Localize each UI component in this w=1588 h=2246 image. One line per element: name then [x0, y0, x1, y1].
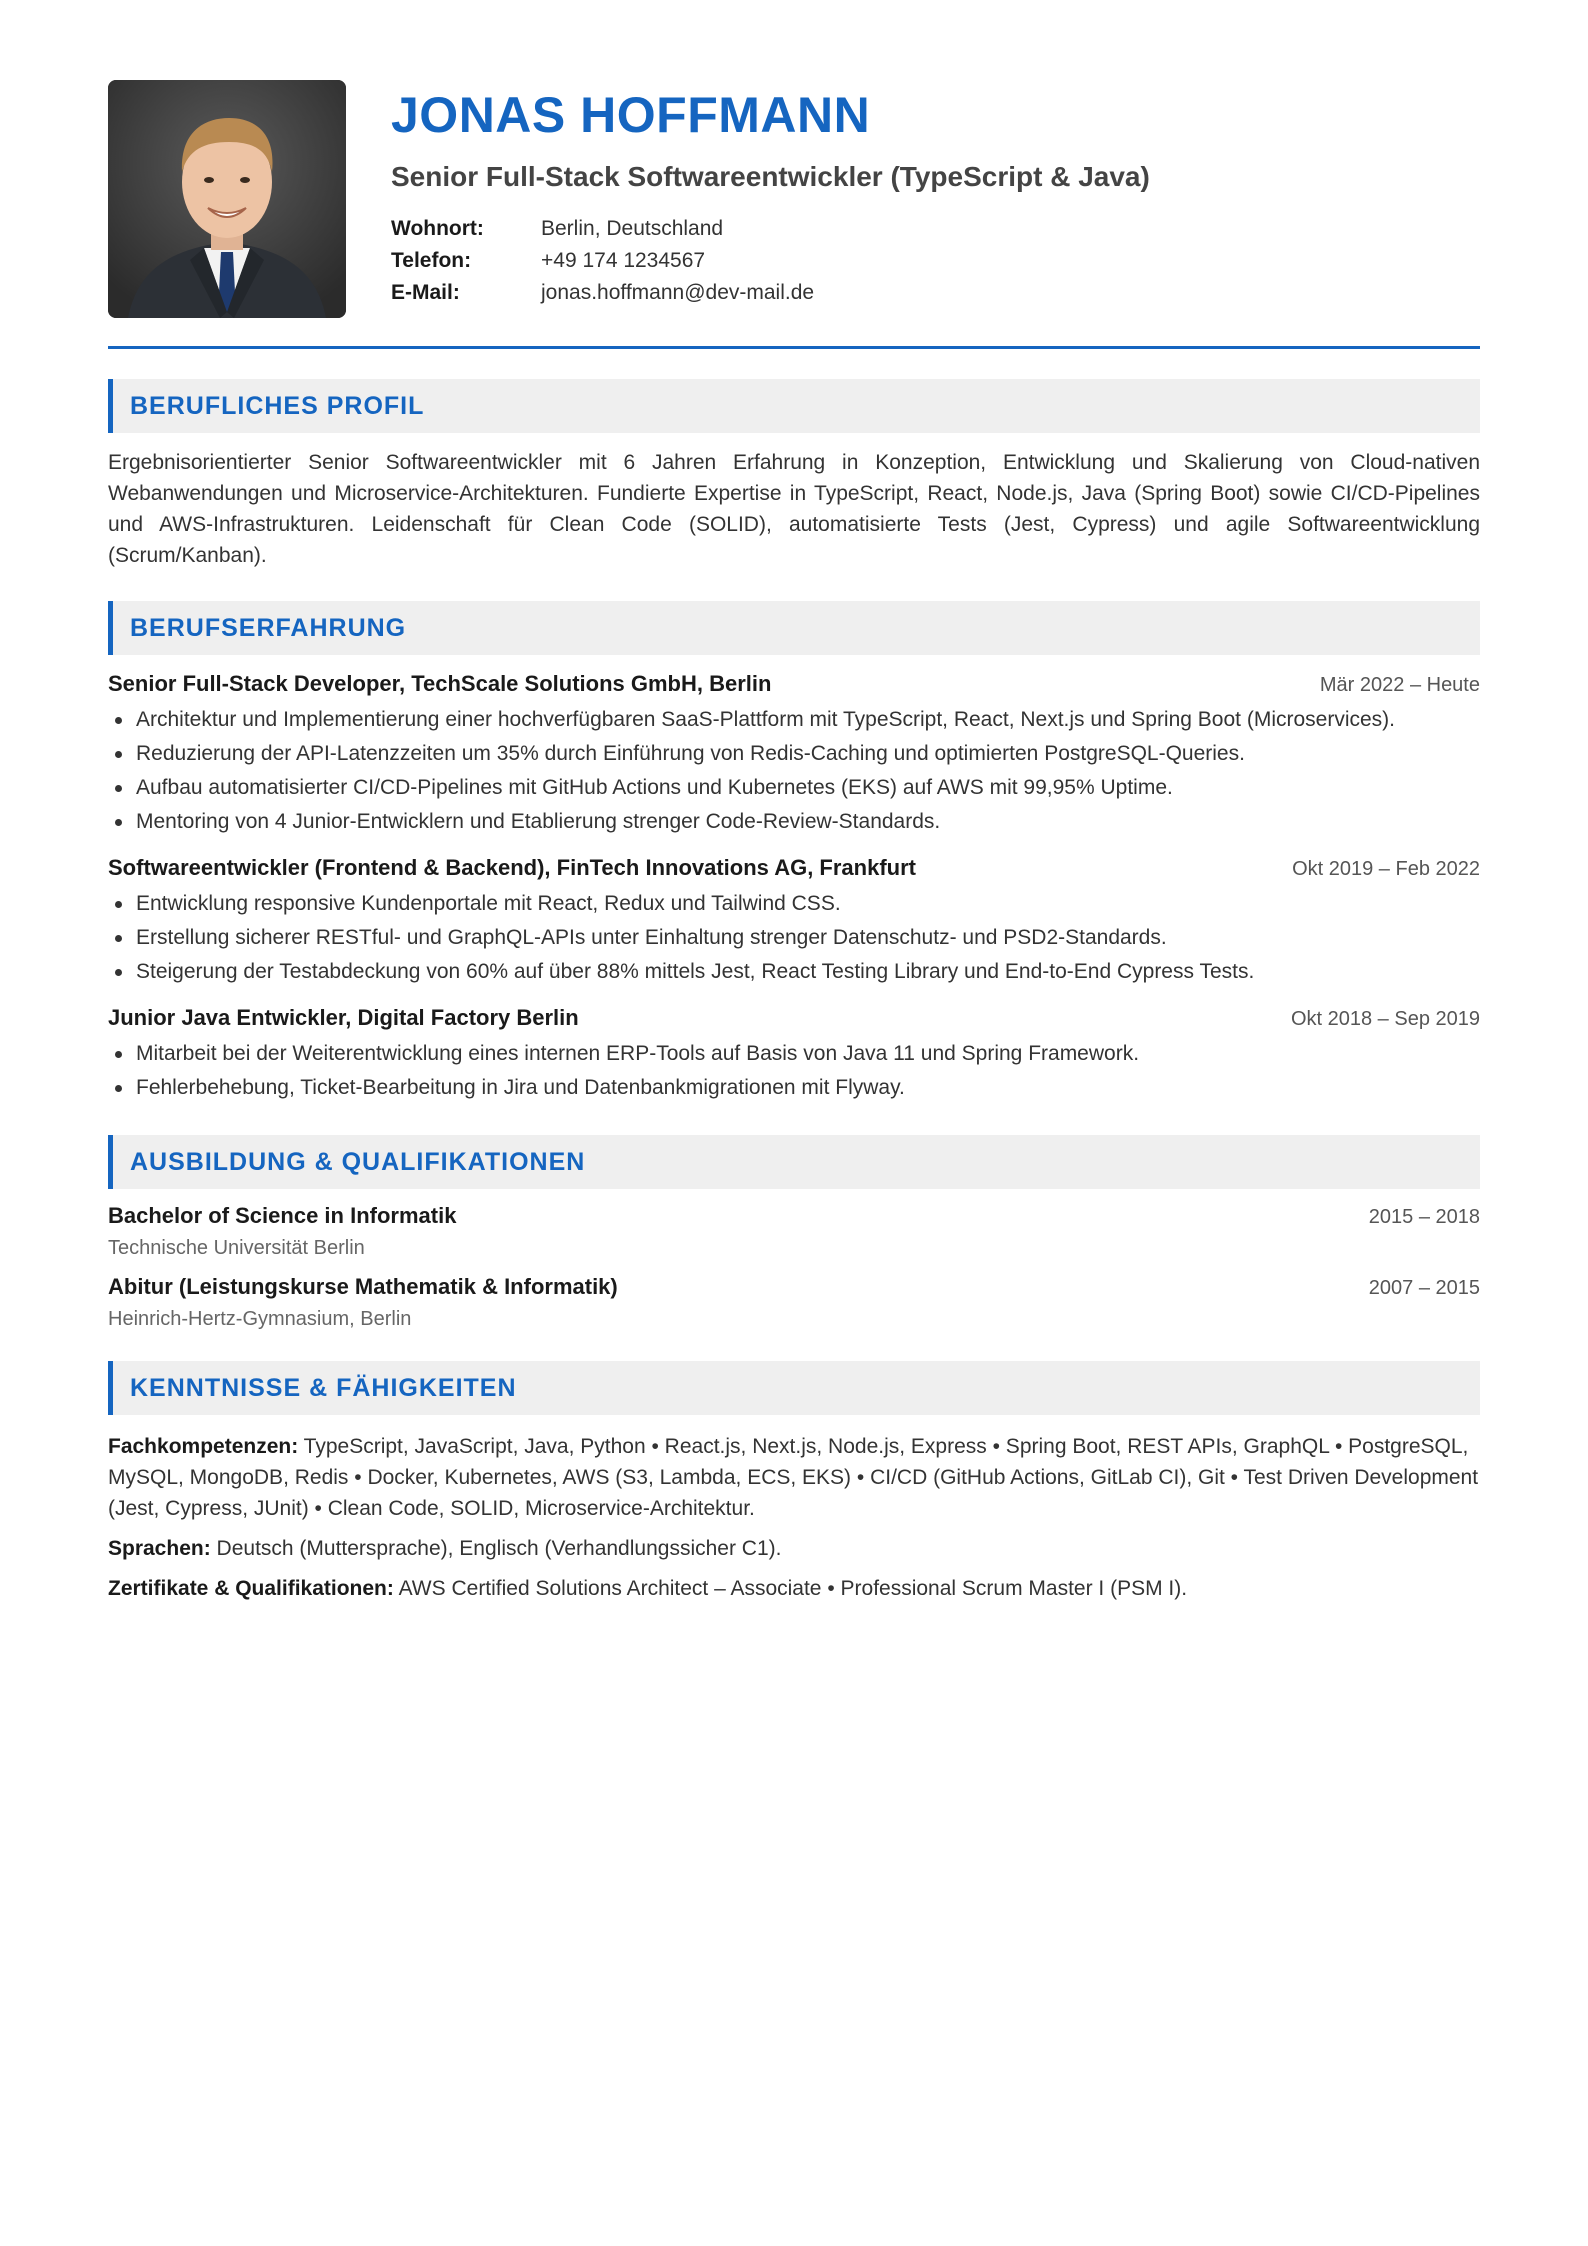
- profile-photo: [108, 80, 346, 318]
- cv-header: [108, 80, 1480, 318]
- job-bullet: Architektur und Implementierung einer hochverfügbaren SaaS-Plattform mit TypeScript, React, Next.js und Spring Boot (Microservices).: [108, 703, 1480, 737]
- section-heading-text: AUSBILDUNG & QUALIFIKATIONEN: [130, 1147, 586, 1176]
- job-bullet: Erstellung sicherer RESTful- und GraphQL-APIs unter Einhaltung strenger Datenschutz- und PSD2-Standards.: [108, 921, 1480, 955]
- job-entry: [108, 855, 1480, 989]
- skill-label: Sprachen:: [108, 1537, 211, 1560]
- skill-row: [108, 1573, 1480, 1604]
- contact-label-phone: Telefon:: [391, 249, 472, 272]
- job-bullets: [108, 703, 1480, 839]
- job-date: Okt 2018 – Sep 2019: [1290, 1008, 1480, 1030]
- skill-row: [108, 1533, 1480, 1564]
- contact-value-phone: +49 174 1234567: [541, 249, 706, 272]
- skill-text: AWS Certified Solutions Architect – Associate • Professional Scrum Master I (PSM I).: [398, 1577, 1188, 1600]
- skill-label: Fachkompetenzen:: [108, 1435, 299, 1458]
- job-bullet: Aufbau automatisierter CI/CD-Pipelines mit GitHub Actions und Kubernetes (EKS) auf AWS mit 99,95% Uptime.: [108, 771, 1480, 805]
- contact-value-email: jonas.hoffmann@dev-mail.de: [541, 281, 815, 304]
- job-entry: [108, 671, 1480, 839]
- job-date: Okt 2019 – Feb 2022: [1292, 858, 1480, 880]
- degree-title: Abitur (Leistungskurse Mathematik & Informatik): [108, 1274, 618, 1299]
- job-bullet: Reduzierung der API-Latenzzeiten um 35% durch Einführung von Redis-Caching und optimierten PostgreSQL-Queries.: [108, 737, 1480, 771]
- job-bullet: Fehlerbehebung, Ticket-Bearbeitung in Jira und Datenbankmigrationen mit Flyway.: [108, 1071, 1480, 1105]
- job-title: Senior Full-Stack Developer, TechScale Solutions GmbH, Berlin: [108, 671, 772, 696]
- section-heading-experience: [108, 601, 1480, 655]
- contact-label-email: E-Mail:: [391, 281, 460, 304]
- job-bullet: Mentoring von 4 Junior-Entwicklern und Etablierung strenger Code-Review-Standards.: [108, 805, 1480, 839]
- institution: Technische Universität Berlin: [108, 1237, 365, 1259]
- job-bullet: Entwicklung responsive Kundenportale mit React, Redux und Tailwind CSS.: [108, 887, 1480, 921]
- job-bullet: Mitarbeit bei der Weiterentwicklung eines internen ERP-Tools auf Basis von Java 11 und Spring Framework.: [108, 1037, 1480, 1071]
- job-entry: [108, 1005, 1480, 1105]
- job-title-headline: Senior Full-Stack Softwareentwickler (TypeScript & Java): [391, 161, 1150, 192]
- education-entry: [108, 1274, 1480, 1331]
- section-heading-text: KENNTNISSE & FÄHIGKEITEN: [130, 1373, 517, 1402]
- skills-list: [108, 1431, 1480, 1604]
- section-heading-profile: [108, 379, 1480, 433]
- skill-row: [108, 1431, 1480, 1524]
- header-divider: [108, 346, 1480, 349]
- education-date: 2015 – 2018: [1368, 1206, 1480, 1228]
- skill-text: Deutsch (Muttersprache), Englisch (Verhandlungssicher C1).: [216, 1537, 782, 1560]
- education-entry: [108, 1203, 1480, 1260]
- degree-title: Bachelor of Science in Informatik: [108, 1203, 457, 1228]
- job-bullets: [108, 887, 1480, 989]
- job-bullets: [108, 1037, 1480, 1105]
- skill-label: Zertifikate & Qualifikationen:: [108, 1577, 394, 1600]
- job-title: Junior Java Entwickler, Digital Factory Berlin: [108, 1005, 579, 1030]
- job-bullet: Steigerung der Testabdeckung von 60% auf über 88% mittels Jest, React Testing Library und End-to-End Cypress Tests.: [108, 955, 1480, 989]
- job-date: Mär 2022 – Heute: [1319, 674, 1480, 696]
- header-info: [391, 80, 1150, 305]
- skill-text: TypeScript, JavaScript, Java, Python • React.js, Next.js, Node.js, Express • Spring Boot, REST APIs, GraphQL • PostgreSQL, MySQL, MongoDB, Redis • Docker, Kubernetes, AWS (S3, Lambda, ECS, EKS) • CI/CD (GitHub Actions, GitLab CI), Git • Test Driven Development (Jest, Cypress, JUnit) • Clean Code, SOLID, Microservice-Architektur.: [108, 1435, 1479, 1520]
- contact-value-location: Berlin, Deutschland: [541, 217, 724, 240]
- section-heading-education: [108, 1135, 1480, 1189]
- section-heading-text: BERUFLICHES PROFIL: [130, 391, 425, 420]
- profile-summary: Ergebnisorientierter Senior Softwareentwickler mit 6 Jahren Erfahrung in Konzeption, Entwicklung und Skalierung von Cloud-nativen Webanwendungen und Microservice-Architekturen. Fundierte Expertise in TypeScript, React, Node.js, Java (Spring Boot) sowie CI/CD-Pipelines und AWS-Infrastrukturen. Leidenschaft für Clean Code (SOLID), automatisierte Tests (Jest, Cypress) und agile Softwareentwicklung (Scrum/Kanban).: [108, 451, 1480, 567]
- contact-details: [391, 217, 1150, 305]
- institution: Heinrich-Hertz-Gymnasium, Berlin: [108, 1308, 412, 1330]
- job-title: Softwareentwickler (Frontend & Backend), FinTech Innovations AG, Frankfurt: [108, 855, 916, 880]
- section-heading-text: BERUFSERFAHRUNG: [130, 613, 407, 642]
- education-date: 2007 – 2015: [1368, 1277, 1480, 1299]
- candidate-name: JONAS HOFFMANN: [391, 87, 871, 143]
- section-heading-skills: [108, 1361, 1480, 1415]
- contact-label-location: Wohnort:: [391, 217, 484, 240]
